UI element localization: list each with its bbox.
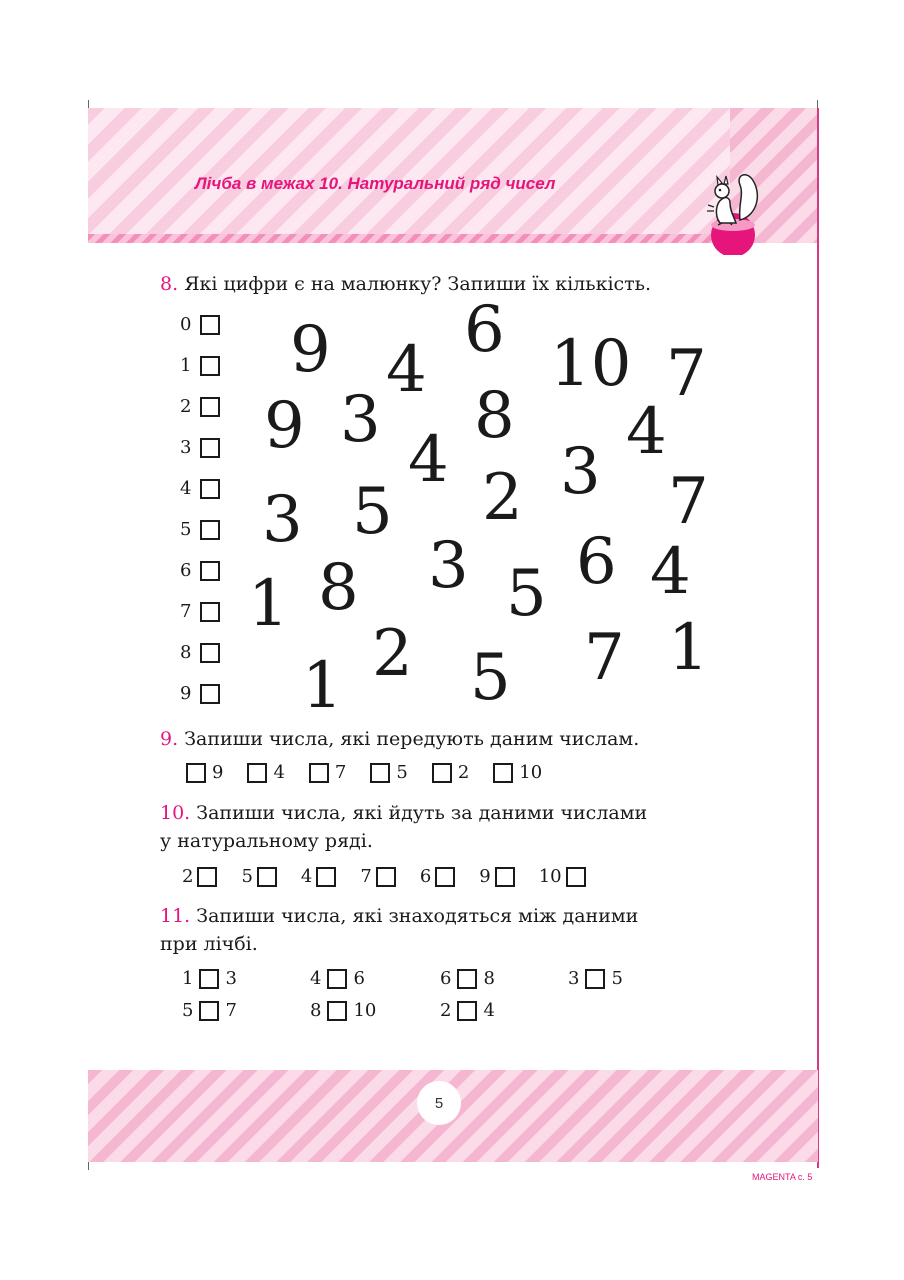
scattered-digit: 3 bbox=[262, 483, 303, 557]
task-11-heading bbox=[160, 905, 638, 927]
scattered-digit: 9 bbox=[264, 389, 305, 463]
answer-box[interactable] bbox=[457, 1001, 477, 1021]
answer-box[interactable] bbox=[199, 969, 219, 989]
checklist-label: 8 bbox=[180, 642, 192, 663]
task-text: Запиши числа, які знаходяться між даними bbox=[196, 905, 639, 927]
checklist-row bbox=[180, 601, 220, 622]
given-number: 10 bbox=[519, 762, 543, 783]
scattered-digit: 3 bbox=[560, 435, 601, 509]
checklist-label: 0 bbox=[180, 314, 192, 335]
answer-box[interactable] bbox=[370, 763, 390, 783]
task-11-pair bbox=[182, 1000, 237, 1021]
scattered-digit: 4 bbox=[626, 395, 667, 469]
given-number: 2 bbox=[182, 866, 194, 887]
scattered-digit: 5 bbox=[506, 557, 547, 631]
checklist-row bbox=[180, 683, 220, 704]
answer-box[interactable] bbox=[200, 602, 220, 622]
checklist-row bbox=[180, 396, 220, 417]
given-number: 5 bbox=[611, 968, 623, 989]
given-number: 10 bbox=[538, 866, 562, 887]
task-11-pair bbox=[182, 968, 237, 989]
given-number: 2 bbox=[440, 1000, 452, 1021]
answer-box[interactable] bbox=[247, 763, 267, 783]
scattered-digit: 7 bbox=[584, 621, 625, 695]
scattered-digit: 7 bbox=[666, 337, 707, 411]
answer-box[interactable] bbox=[200, 643, 220, 663]
answer-box[interactable] bbox=[200, 397, 220, 417]
answer-box[interactable] bbox=[200, 561, 220, 581]
task-number: 10. bbox=[160, 802, 191, 824]
header-underline bbox=[88, 234, 728, 243]
task-number: 11. bbox=[160, 905, 191, 927]
answer-box[interactable] bbox=[376, 867, 396, 887]
task-11-text-line2: при лічбі. bbox=[160, 933, 258, 955]
given-number: 3 bbox=[225, 968, 237, 989]
task-11-pair bbox=[440, 968, 495, 989]
answer-box[interactable] bbox=[585, 969, 605, 989]
page-right-border bbox=[817, 108, 819, 1168]
task-text: Запиши числа, які йдуть за даними числами bbox=[196, 802, 648, 824]
given-number: 4 bbox=[483, 1000, 495, 1021]
scattered-digit: 6 bbox=[464, 293, 505, 367]
task-10-heading bbox=[160, 802, 647, 824]
given-number: 8 bbox=[310, 1000, 322, 1021]
checklist-label: 4 bbox=[180, 478, 192, 499]
answer-box[interactable] bbox=[316, 867, 336, 887]
task-number: 9. bbox=[160, 728, 179, 750]
given-number: 2 bbox=[457, 762, 470, 783]
scattered-digit: 4 bbox=[650, 535, 691, 609]
scattered-digit: 1 bbox=[248, 567, 289, 641]
task-11-pair bbox=[310, 968, 365, 989]
print-mark: MAGENTA с. 5 bbox=[752, 1172, 813, 1182]
answer-box[interactable] bbox=[199, 1001, 219, 1021]
given-number: 5 bbox=[182, 1000, 194, 1021]
answer-box[interactable] bbox=[493, 763, 513, 783]
checklist-label: 6 bbox=[180, 560, 192, 581]
given-number: 5 bbox=[396, 762, 408, 783]
task-9-items bbox=[186, 762, 542, 783]
scattered-digit: 10 bbox=[550, 327, 632, 401]
scattered-digit: 5 bbox=[470, 641, 511, 715]
scattered-digit: 8 bbox=[318, 551, 359, 625]
scattered-digit: 1 bbox=[668, 611, 709, 685]
task-text: Запиши числа, які передують даним числам. bbox=[184, 728, 640, 750]
task-10-items bbox=[182, 866, 586, 887]
given-number: 4 bbox=[310, 968, 322, 989]
answer-box[interactable] bbox=[200, 520, 220, 540]
answer-box[interactable] bbox=[457, 969, 477, 989]
task-11-pair bbox=[568, 968, 623, 989]
checklist-row bbox=[180, 478, 220, 499]
given-number: 7 bbox=[360, 866, 372, 887]
checklist-label: 5 bbox=[180, 519, 192, 540]
checklist-label: 3 bbox=[180, 437, 192, 458]
given-number: 6 bbox=[440, 968, 452, 989]
scattered-digit: 7 bbox=[668, 465, 709, 539]
page-title: Лічба в межах 10. Натуральний ряд чисел bbox=[195, 174, 556, 193]
answer-box[interactable] bbox=[200, 438, 220, 458]
answer-box[interactable] bbox=[327, 969, 347, 989]
answer-box[interactable] bbox=[495, 867, 515, 887]
scattered-digit: 2 bbox=[482, 461, 523, 535]
given-number: 4 bbox=[273, 762, 285, 783]
answer-box[interactable] bbox=[257, 867, 277, 887]
answer-box[interactable] bbox=[432, 763, 452, 783]
checklist-label: 7 bbox=[180, 601, 192, 622]
given-number: 9 bbox=[479, 866, 491, 887]
answer-box[interactable] bbox=[197, 867, 217, 887]
answer-box[interactable] bbox=[435, 867, 455, 887]
scattered-digit: 4 bbox=[408, 423, 449, 497]
given-number: 6 bbox=[353, 968, 365, 989]
answer-box[interactable] bbox=[200, 684, 220, 704]
scattered-digit: 8 bbox=[474, 379, 515, 453]
given-number: 4 bbox=[300, 866, 313, 887]
task-8-heading bbox=[160, 273, 651, 295]
task-text: Які цифри є на малюнку? Запиши їх кількість. bbox=[184, 273, 652, 295]
checklist-row bbox=[180, 642, 220, 663]
scattered-digit: 5 bbox=[352, 475, 393, 549]
checklist-row bbox=[180, 437, 220, 458]
squirrel-icon bbox=[700, 165, 762, 255]
given-number: 1 bbox=[182, 968, 194, 989]
task-11-pair bbox=[440, 1000, 495, 1021]
given-number: 9 bbox=[212, 762, 224, 783]
answer-box[interactable] bbox=[186, 763, 206, 783]
answer-box[interactable] bbox=[200, 479, 220, 499]
scattered-digit: 3 bbox=[340, 383, 381, 457]
checklist-label: 1 bbox=[180, 355, 192, 376]
page-number: 5 bbox=[417, 1081, 461, 1125]
checklist-row bbox=[180, 355, 220, 376]
answer-box[interactable] bbox=[200, 356, 220, 376]
scattered-digit: 4 bbox=[386, 333, 427, 407]
checklist-row bbox=[180, 560, 220, 581]
checklist-row bbox=[180, 519, 220, 540]
given-number: 10 bbox=[353, 1000, 377, 1021]
given-number: 7 bbox=[225, 1000, 237, 1021]
answer-box[interactable] bbox=[327, 1001, 347, 1021]
checklist-label: 2 bbox=[180, 396, 192, 417]
scattered-digit: 1 bbox=[302, 649, 343, 723]
task-9-heading bbox=[160, 728, 639, 750]
given-number: 3 bbox=[568, 968, 580, 989]
task-10-text-line2: у натуральному ряді. bbox=[160, 830, 373, 852]
given-number: 5 bbox=[241, 866, 253, 887]
task-number: 8. bbox=[160, 273, 179, 295]
answer-box[interactable] bbox=[309, 763, 329, 783]
checklist-label: 9 bbox=[180, 683, 192, 704]
scattered-digit: 9 bbox=[290, 313, 331, 387]
scattered-digit: 3 bbox=[428, 529, 469, 603]
checklist-row bbox=[180, 314, 220, 335]
scattered-digit: 6 bbox=[576, 525, 617, 599]
given-number: 6 bbox=[419, 866, 432, 887]
given-number: 7 bbox=[334, 762, 347, 783]
given-number: 8 bbox=[483, 968, 495, 989]
scattered-digit: 2 bbox=[372, 617, 413, 691]
task-11-pair bbox=[310, 1000, 376, 1021]
answer-box[interactable] bbox=[200, 315, 220, 335]
answer-box[interactable] bbox=[566, 867, 586, 887]
